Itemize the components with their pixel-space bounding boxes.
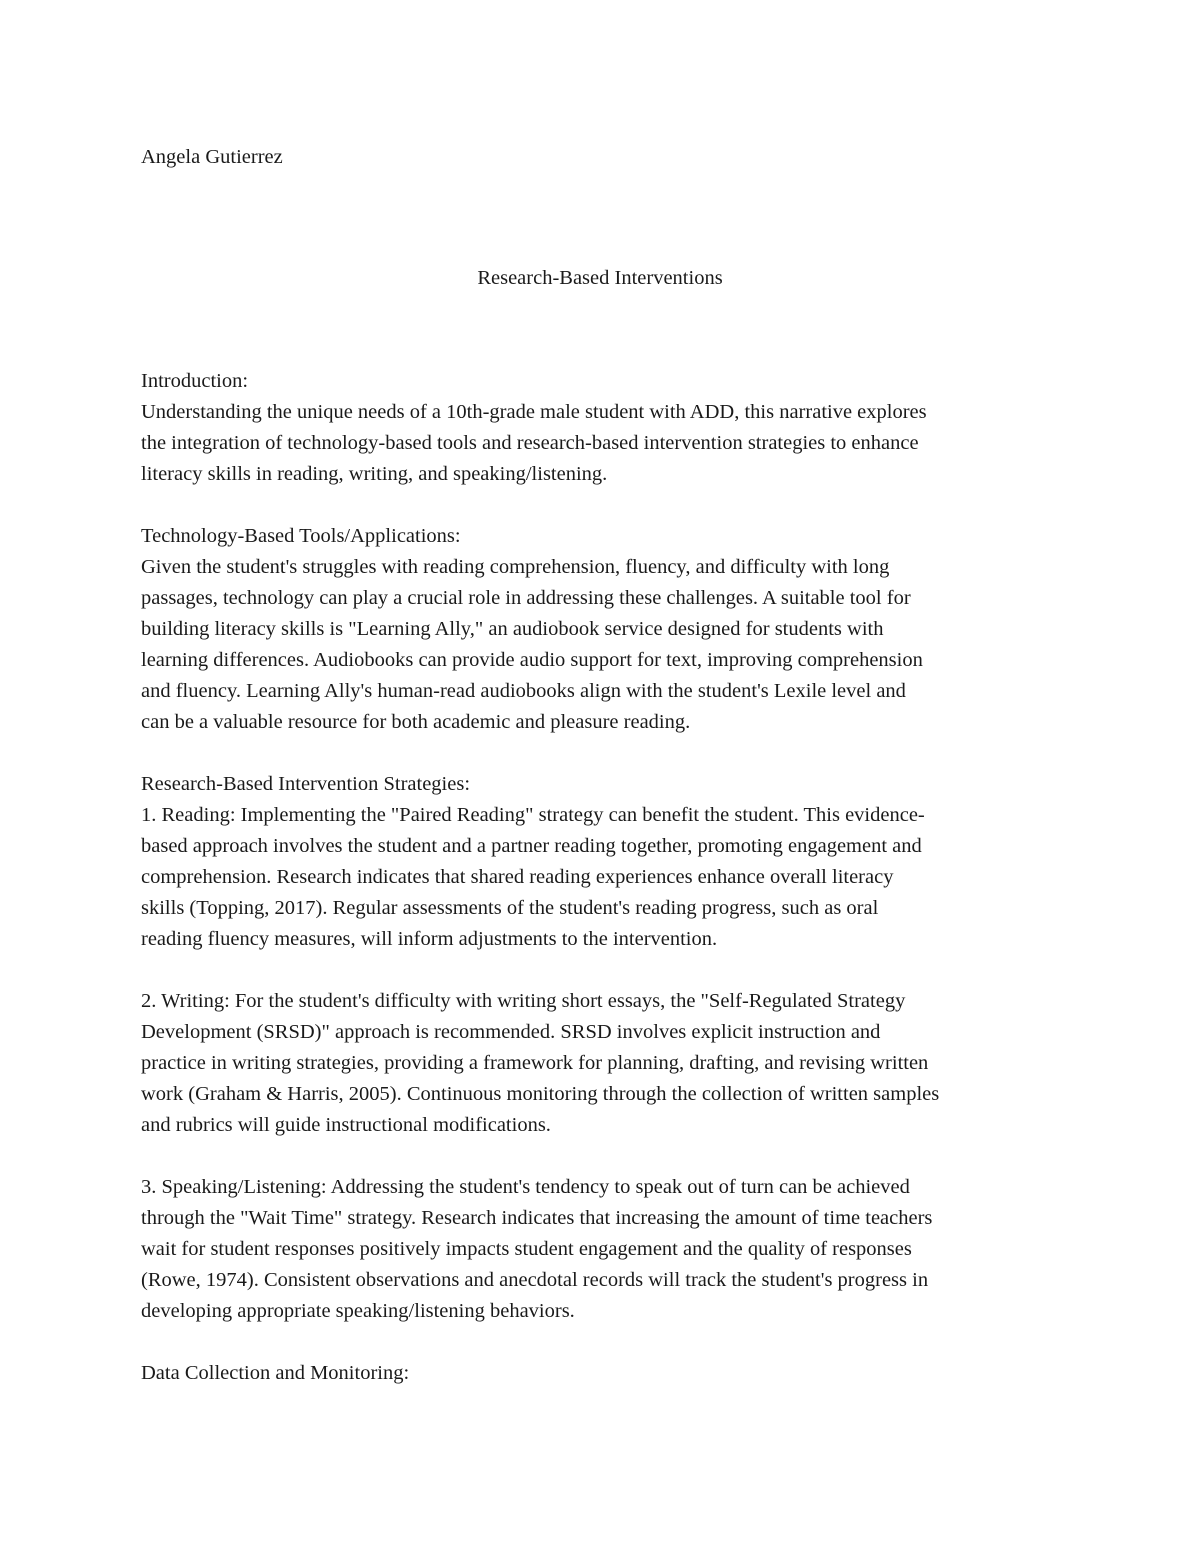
data-collection-heading: Data Collection and Monitoring:	[141, 1362, 410, 1384]
author-name: Angela Gutierrez	[141, 146, 283, 168]
speaking-strategy-line: wait for student responses positively impacts student engagement and the quality of responses	[141, 1238, 912, 1260]
reading-strategy-line: comprehension. Research indicates that shared reading experiences enhance overall literacy	[141, 866, 894, 888]
technology-line: learning differences. Audiobooks can provide audio support for text, improving comprehension	[141, 649, 923, 671]
technology-line: and fluency. Learning Ally's human-read audiobooks align with the student's Lexile level and	[141, 680, 906, 702]
speaking-strategy-line: through the "Wait Time" strategy. Research indicates that increasing the amount of time teachers	[141, 1207, 933, 1229]
writing-strategy-line: and rubrics will guide instructional modifications.	[141, 1114, 551, 1136]
writing-strategy-line: practice in writing strategies, providing a framework for planning, drafting, and revising written	[141, 1052, 929, 1074]
reading-strategy-line: 1. Reading: Implementing the "Paired Reading" strategy can benefit the student. This evidence-	[141, 804, 925, 826]
introduction-heading: Introduction:	[141, 370, 249, 392]
introduction-line: Understanding the unique needs of a 10th-grade male student with ADD, this narrative explores	[141, 401, 927, 423]
writing-strategy-line: Development (SRSD)" approach is recommended. SRSD involves explicit instruction and	[141, 1021, 881, 1043]
writing-strategy-line: work (Graham & Harris, 2005). Continuous monitoring through the collection of written samples	[141, 1083, 940, 1105]
technology-line: passages, technology can play a crucial role in addressing these challenges. A suitable tool for	[141, 587, 911, 609]
speaking-strategy-line: (Rowe, 1974). Consistent observations and anecdotal records will track the student's progress in	[141, 1269, 929, 1291]
reading-strategy-line: reading fluency measures, will inform adjustments to the intervention.	[141, 928, 718, 950]
introduction-line: literacy skills in reading, writing, and speaking/listening.	[141, 463, 608, 485]
reading-strategy-line: skills (Topping, 2017). Regular assessments of the student's reading progress, such as oral	[141, 897, 879, 919]
speaking-strategy-line: 3. Speaking/Listening: Addressing the student's tendency to speak out of turn can be achieved	[141, 1176, 910, 1198]
document-title: Research-Based Interventions	[477, 267, 723, 289]
technology-line: Given the student's struggles with reading comprehension, fluency, and difficulty with long	[141, 556, 890, 578]
technology-line: building literacy skills is "Learning Ally," an audiobook service designed for students with	[141, 618, 884, 640]
technology-heading: Technology-Based Tools/Applications:	[141, 525, 461, 547]
reading-strategy-line: based approach involves the student and a partner reading together, promoting engagement and	[141, 835, 922, 857]
speaking-strategy-line: developing appropriate speaking/listening behaviors.	[141, 1300, 575, 1322]
technology-line: can be a valuable resource for both academic and pleasure reading.	[141, 711, 691, 733]
writing-strategy-line: 2. Writing: For the student's difficulty with writing short essays, the "Self-Regulated Strategy	[141, 990, 906, 1012]
strategies-heading: Research-Based Intervention Strategies:	[141, 773, 471, 795]
introduction-line: the integration of technology-based tools and research-based intervention strategies to enhance	[141, 432, 919, 454]
